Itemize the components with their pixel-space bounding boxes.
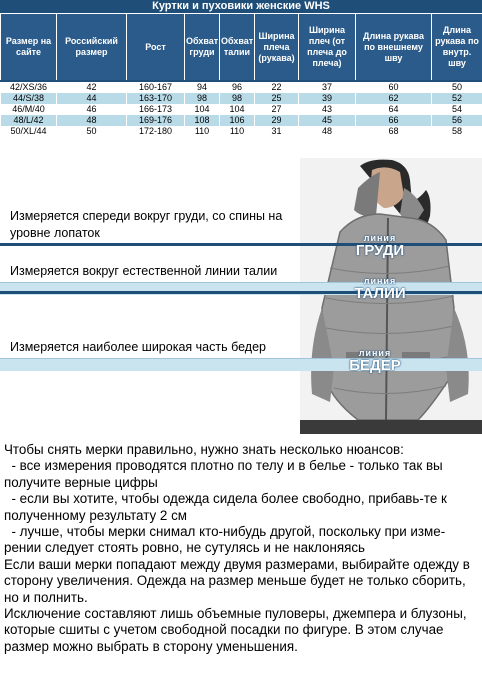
header-russian-size: Российский размер <box>57 14 127 82</box>
waist-line-word: линия <box>363 276 397 286</box>
table-cell: 48 <box>57 115 127 126</box>
table-cell: 106 <box>220 115 255 126</box>
table-cell: 22 <box>255 81 299 93</box>
measuring-notes <box>4 442 480 655</box>
table-cell: 46 <box>57 104 127 115</box>
chest-measure-text: Измеряется спереди вокруг груди, со спины на уровне лопаток <box>10 209 283 240</box>
table-row <box>1 115 482 126</box>
table-cell: 50 <box>57 126 127 137</box>
table-row <box>1 104 482 115</box>
table-cell: 110 <box>220 126 255 137</box>
table-cell: 160-167 <box>127 81 185 93</box>
table-cell: 25 <box>255 93 299 104</box>
table-cell: 98 <box>185 93 220 104</box>
table-cell: 54 <box>432 104 482 115</box>
table-cell: 29 <box>255 115 299 126</box>
waist-measure-text: Измеряется вокруг естественной линии талии <box>10 264 278 278</box>
notes-exception: Исключение составляют лишь объемные пуловеры, джемпера и блузоны, которые сшиты с учетом свободной посадки по фигуре. В этом случае размер можно выбрать в сторону уменьшения. <box>4 606 467 654</box>
table-cell: 62 <box>356 93 432 104</box>
table-cell: 166-173 <box>127 104 185 115</box>
chest-line-name: ГРУДИ <box>355 242 405 259</box>
table-cell: 58 <box>432 126 482 137</box>
table-cell: 27 <box>255 104 299 115</box>
notes-tip-3: - лучше, чтобы мерки снимал кто-нибудь другой, поскольку при изме-рении следует стоять ровно, не сутулясь и не наклоняясь <box>4 524 446 556</box>
table-cell: 60 <box>356 81 432 93</box>
table-cell: 46/M/40 <box>1 104 57 115</box>
header-waist: Обхват талии <box>220 14 255 82</box>
waist-line-name: ТАЛИИ <box>354 285 406 302</box>
header-chest: Обхват груди <box>185 14 220 82</box>
chest-line-word: линия <box>363 233 397 243</box>
table-row <box>1 93 482 104</box>
header-sleeve-inner: Длина рукава по внутр. шву <box>432 14 482 82</box>
table-cell: 172-180 <box>127 126 185 137</box>
hips-line-label <box>345 348 405 374</box>
table-cell: 45 <box>299 115 356 126</box>
table-cell: 68 <box>356 126 432 137</box>
size-table <box>0 13 482 137</box>
table-row <box>1 81 482 93</box>
table-cell: 43 <box>299 104 356 115</box>
table-title: Куртки и пуховики женские WHS <box>0 0 482 13</box>
table-cell: 52 <box>432 93 482 104</box>
header-site-size: Размер на сайте <box>1 14 57 82</box>
table-cell: 42 <box>57 81 127 93</box>
table-cell: 56 <box>432 115 482 126</box>
table-cell: 108 <box>185 115 220 126</box>
header-shoulder-width: Ширина плеча (рукава) <box>255 14 299 82</box>
notes-intro: Чтобы снять мерки правильно, нужно знать несколько нюансов: <box>4 442 404 457</box>
table-cell: 50 <box>432 81 482 93</box>
table-cell: 31 <box>255 126 299 137</box>
header-shoulders-width: Ширина плеч (от плеча до плеча) <box>299 14 356 82</box>
hips-line-band <box>0 358 482 371</box>
table-cell: 66 <box>356 115 432 126</box>
table-cell: 163-170 <box>127 93 185 104</box>
table-cell: 110 <box>185 126 220 137</box>
table-cell: 39 <box>299 93 356 104</box>
table-header-row <box>1 14 482 82</box>
table-cell: 98 <box>220 93 255 104</box>
header-sleeve-outer: Длина рукава по внешнему шву <box>356 14 432 82</box>
table-row <box>1 126 482 137</box>
table-cell: 44/S/38 <box>1 93 57 104</box>
chest-line-label <box>350 233 410 259</box>
table-cell: 44 <box>57 93 127 104</box>
table-cell: 169-176 <box>127 115 185 126</box>
table-cell: 42/XS/36 <box>1 81 57 93</box>
table-cell: 104 <box>220 104 255 115</box>
table-cell: 37 <box>299 81 356 93</box>
waist-line-label <box>345 276 415 302</box>
table-cell: 64 <box>356 104 432 115</box>
notes-tip-2: - если вы хотите, чтобы одежда сидела более свободно, прибавь-те к полученному результату 2 см <box>4 491 451 523</box>
table-cell: 50/XL/44 <box>1 126 57 137</box>
header-height: Рост <box>127 14 185 82</box>
table-cell: 48 <box>299 126 356 137</box>
notes-tip-1: - все измерения проводятся плотно по телу и в белье - только так вы получите верные цифры <box>4 458 447 490</box>
table-cell: 48/L/42 <box>1 115 57 126</box>
table-cell: 94 <box>185 81 220 93</box>
hips-line-name: БЕДЕР <box>349 357 401 374</box>
hips-measure-text: Измеряется наиболее широкая часть бедер <box>10 340 266 354</box>
notes-advice: Если ваши мерки попадают между двумя размерами, выбирайте одежду в сторону увеличения. Одежда на размер меньше будет не только сборить, но и полнить. <box>4 556 470 605</box>
table-cell: 96 <box>220 81 255 93</box>
hips-line-word: линия <box>358 348 392 358</box>
table-cell: 104 <box>185 104 220 115</box>
